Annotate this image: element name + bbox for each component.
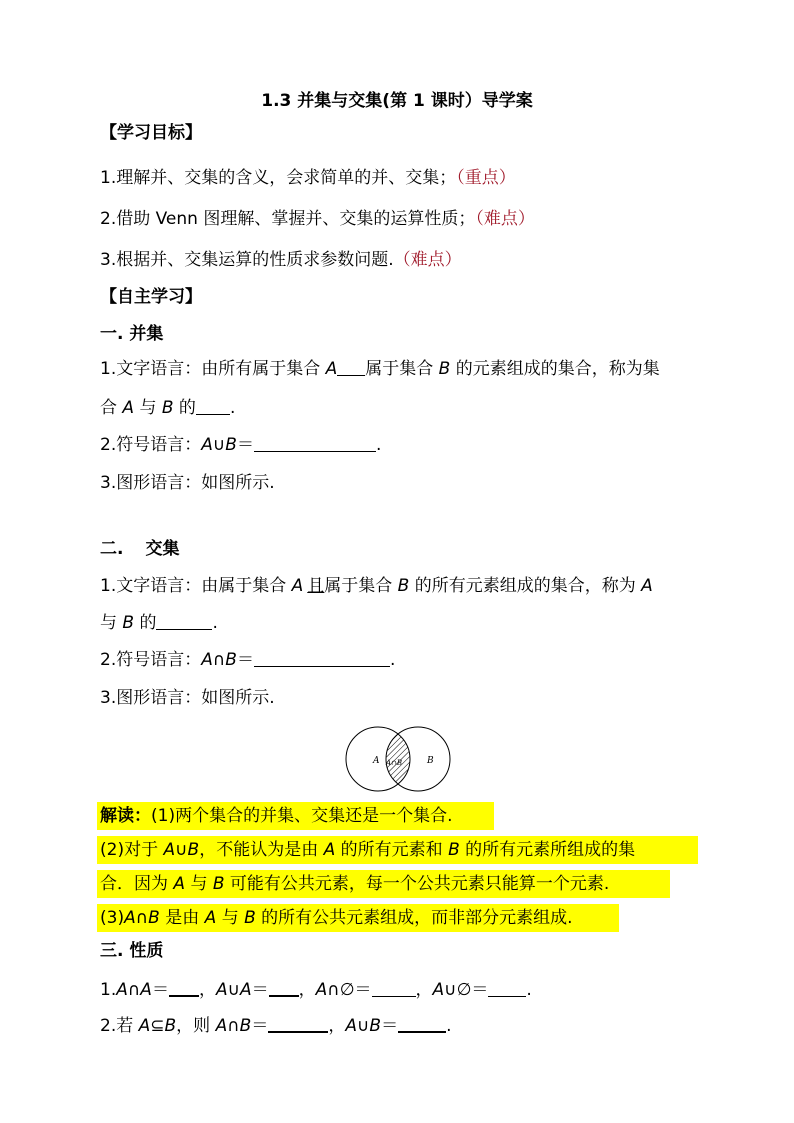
objectives-heading: 【学习目标】: [100, 123, 202, 143]
fill-blank[interactable]: [268, 1015, 328, 1033]
note-line-2: (2)对于 A∪B，不能认为是由 A 的所有元素和 B 的所有元素所组成的集: [100, 840, 636, 860]
objective-item-3: 3.根据并、交集运算的性质求参数问题.（难点）: [100, 250, 462, 270]
union-text-line-1: 1.文字语言：由所有属于集合 A 属于集合 B 的元素组成的集合，称为集: [100, 359, 660, 379]
union-text-line-2: 合 A 与 B 的 .: [100, 398, 236, 418]
intersection-heading: 二. 交集: [100, 539, 180, 559]
union-heading: 一. 并集: [100, 324, 164, 344]
intersection-text-line-2: 与 B 的 .: [100, 613, 218, 633]
fill-blank[interactable]: [337, 359, 365, 376]
intersection-text-line-1: 1.文字语言：由属于集合 A 且属于集合 B 的所有元素组成的集合，称为 A: [100, 576, 653, 596]
note-line-4: (3)A∩B 是由 A 与 B 的所有公共元素组成，而非部分元素组成.: [100, 908, 573, 928]
union-symbol-line: 2.符号语言：A∪B＝ .: [100, 435, 382, 455]
venn-label-intersection: A∩B: [386, 759, 403, 767]
fill-blank[interactable]: [488, 980, 526, 997]
self-study-heading: 【自主学习】: [100, 287, 202, 307]
fill-blank[interactable]: [398, 1015, 446, 1033]
fill-blank[interactable]: [254, 435, 376, 452]
fill-blank[interactable]: [269, 979, 299, 997]
page-title: 1.3 并集与交集(第 1 课时）导学案: [261, 91, 533, 111]
intersection-symbol-line: 2.符号语言：A∩B＝ .: [100, 650, 396, 670]
intersection-graphic-line: 3.图形语言：如图所示.: [100, 688, 275, 708]
properties-line-2: 2.若 A⊆B，则 A∩B＝ ，A∪B＝ .: [100, 1016, 452, 1036]
fill-blank[interactable]: [169, 979, 199, 997]
fill-blank[interactable]: [196, 398, 230, 415]
venn-label-b: B: [427, 756, 434, 766]
union-graphic-line: 3.图形语言：如图所示.: [100, 473, 275, 493]
fill-blank[interactable]: [372, 980, 416, 997]
difficulty-tag: （难点）: [475, 209, 535, 229]
venn-label-a: A: [373, 756, 380, 766]
note-line-3: 合．因为 A 与 B 可能有公共元素，每一个公共元素只能算一个元素.: [100, 874, 610, 894]
note-label: 解读：: [100, 806, 151, 826]
fill-blank[interactable]: [254, 650, 390, 667]
properties-line-1: 1.A∩A＝ ，A∪A＝ ，A∩∅＝ ，A∪∅＝ .: [100, 980, 532, 1000]
venn-diagram: [340, 724, 456, 794]
key-point-tag: （重点）: [456, 168, 516, 188]
note-line-1: 解读：(1)两个集合的并集、交集还是一个集合.: [100, 806, 453, 826]
objective-item-2: 2.借助 Venn 图理解、掌握并、交集的运算性质；（难点）: [100, 209, 535, 229]
fill-blank[interactable]: [156, 613, 212, 630]
properties-heading: 三. 性质: [100, 941, 164, 961]
difficulty-tag: （难点）: [393, 250, 462, 270]
objective-item-1: 1.理解并、交集的含义，会求简单的并、交集；（重点）: [100, 168, 516, 188]
